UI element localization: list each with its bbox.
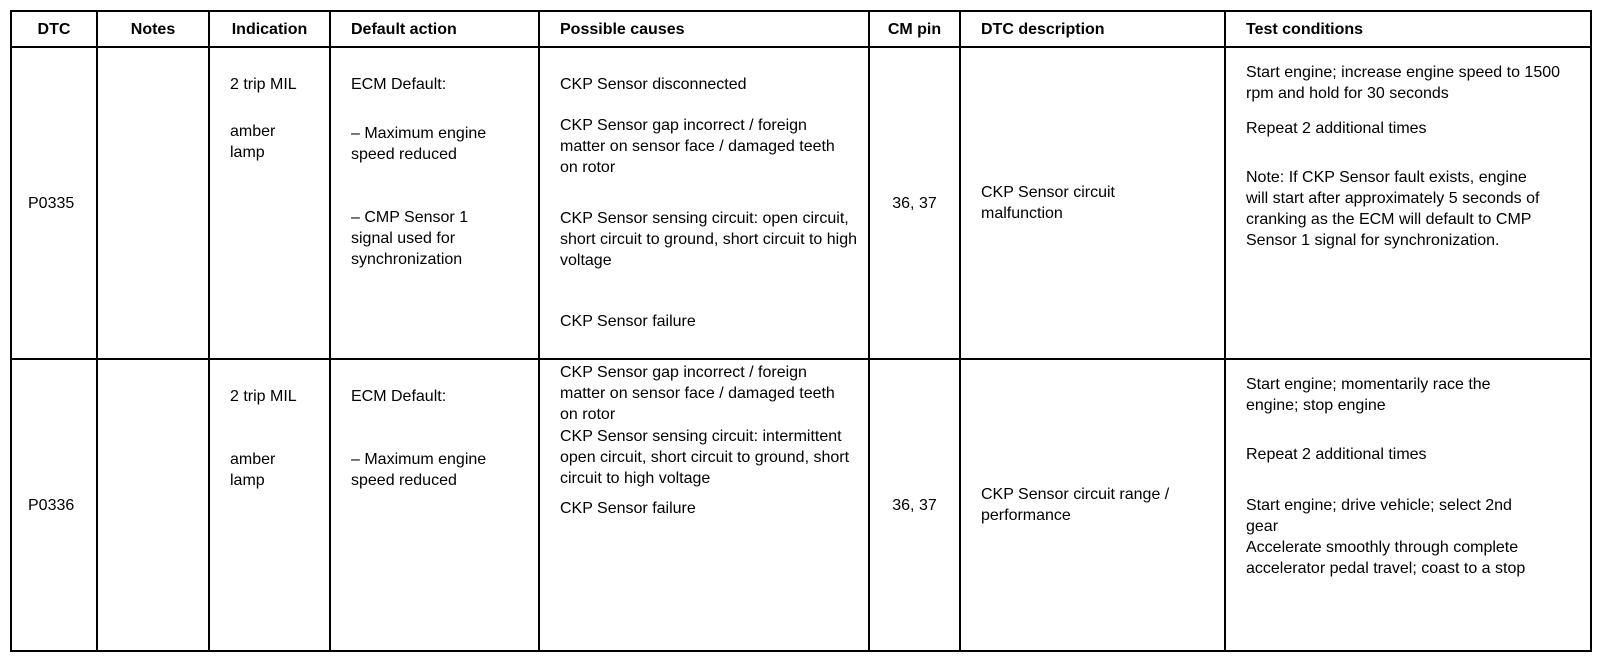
test-condition: Start engine; momentarily race the engine; stop engine <box>1246 376 1491 414</box>
possible-cause: CKP Sensor gap incorrect / foreign matter on sensor face / damaged teeth on rotor <box>560 364 835 423</box>
test-condition: Repeat 2 additional times <box>1246 446 1427 463</box>
dtc-table <box>10 10 1592 652</box>
possible-cause: CKP Sensor gap incorrect / foreign matter on sensor face / damaged teeth on rotor <box>560 117 835 176</box>
header-default-action: Default action <box>330 11 539 47</box>
test-condition: Accelerate smoothly through complete accelerator pedal travel; coast to a stop <box>1246 539 1526 577</box>
indication-cell <box>209 47 330 359</box>
test-condition: Note: If CKP Sensor fault exists, engine will start after approximately 5 seconds of cranking as the ECM will default to CMP Sensor 1 signal for synchronization. <box>1246 169 1540 249</box>
dtc-code: P0335 <box>28 194 75 212</box>
dtc-description-cell <box>960 359 1225 651</box>
dtc-code-cell <box>11 359 97 651</box>
dtc-description: CKP Sensor circuit malfunction <box>981 184 1115 222</box>
cm-pin-cell <box>869 359 960 651</box>
possible-causes-cell <box>539 359 869 651</box>
header-possible-causes: Possible causes <box>539 11 869 47</box>
notes-cell <box>97 47 209 359</box>
dtc-code: P0336 <box>28 496 75 514</box>
header-indication: Indication <box>209 11 330 47</box>
test-condition: Repeat 2 additional times <box>1246 120 1427 137</box>
cm-pin: 36, 37 <box>892 194 937 212</box>
default-action-line: ECM Default: <box>351 388 447 405</box>
header-cm-pin: CM pin <box>869 11 960 47</box>
dtc-description-cell <box>960 47 1225 359</box>
test-conditions-cell <box>1225 47 1591 359</box>
test-condition: Start engine; increase engine speed to 1500 rpm and hold for 30 seconds <box>1246 64 1561 102</box>
default-action-line: – Maximum engine speed reduced <box>351 451 487 489</box>
table-row <box>11 359 1591 651</box>
test-condition: Start engine; drive vehicle; select 2nd gear <box>1246 497 1512 535</box>
default-action-cell <box>330 47 539 359</box>
notes-cell <box>97 359 209 651</box>
possible-cause: CKP Sensor disconnected <box>560 76 747 93</box>
indication-cell <box>209 359 330 651</box>
header-test-conditions: Test conditions <box>1225 11 1591 47</box>
dtc-description: CKP Sensor circuit range / performance <box>981 486 1170 524</box>
header-row <box>11 11 1591 47</box>
table-row <box>11 47 1591 359</box>
indication-line: 2 trip MIL <box>230 388 297 405</box>
possible-cause: CKP Sensor sensing circuit: intermittent open circuit, short circuit to ground, short circuit to high voltage <box>560 428 850 487</box>
cm-pin-cell <box>869 47 960 359</box>
indication-line: amber lamp <box>230 123 276 161</box>
possible-causes-cell <box>539 47 869 359</box>
header-notes: Notes <box>97 11 209 47</box>
possible-cause: CKP Sensor failure <box>560 313 696 330</box>
default-action-line: – CMP Sensor 1 signal used for synchronization <box>351 209 469 268</box>
cm-pin: 36, 37 <box>892 496 937 514</box>
header-dtc-description: DTC description <box>960 11 1225 47</box>
indication-line: amber lamp <box>230 451 276 489</box>
default-action-line: ECM Default: <box>351 76 447 93</box>
dtc-code-cell <box>11 47 97 359</box>
header-dtc: DTC <box>11 11 97 47</box>
test-conditions-cell <box>1225 359 1591 651</box>
default-action-line: – Maximum engine speed reduced <box>351 125 487 163</box>
possible-cause: CKP Sensor failure <box>560 500 696 517</box>
indication-line: 2 trip MIL <box>230 76 297 93</box>
default-action-cell <box>330 359 539 651</box>
possible-cause: CKP Sensor sensing circuit: open circuit, short circuit to ground, short circuit to high voltage <box>560 210 858 269</box>
